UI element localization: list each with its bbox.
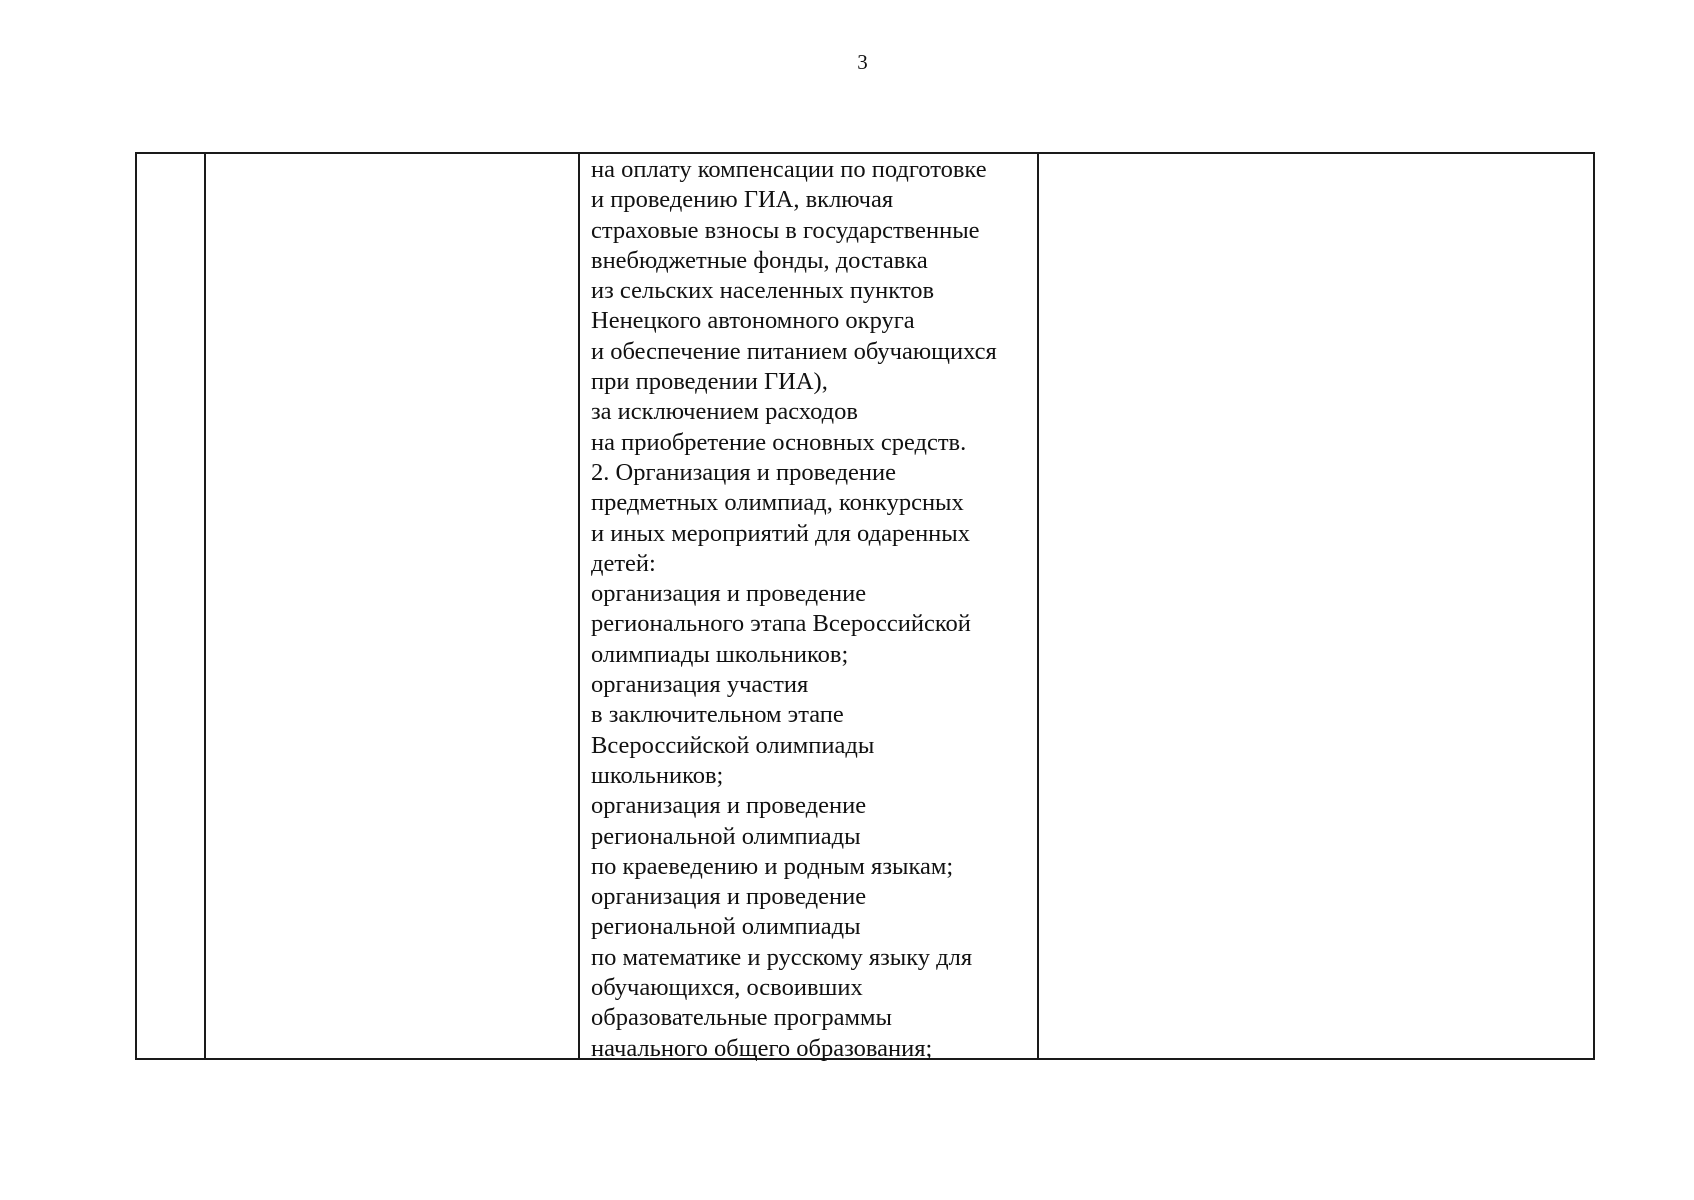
document-table	[135, 152, 1595, 1060]
table-cell-number	[137, 154, 206, 1058]
description-line: региональной олимпиады	[591, 913, 861, 941]
description-line: организация и проведение	[591, 883, 867, 911]
page-number: 3	[857, 50, 868, 74]
description-line: на приобретение основных средств.	[591, 428, 967, 456]
description-line: начального общего образования;	[591, 1034, 933, 1062]
table-cell-description	[580, 154, 1039, 1062]
description-line: предметных олимпиад, конкурсных	[591, 489, 964, 517]
description-line: за исключением расходов	[591, 398, 858, 426]
description-line: организация и проведение	[591, 580, 867, 608]
description-line: страховые взносы в государственные	[591, 216, 980, 244]
description-line: школьников;	[591, 761, 724, 789]
description-line: обучающихся, освоивших	[591, 974, 863, 1002]
table-cell-notes	[1039, 154, 1593, 1058]
description-line: олимпиады школьников;	[591, 640, 849, 668]
description-line: детей:	[591, 549, 656, 577]
description-line: и обеспечение питанием обучающихся	[591, 337, 997, 365]
description-line: и иных мероприятий для одаренных	[591, 519, 970, 547]
description-line: Ненецкого автономного округа	[591, 307, 915, 335]
description-line: образовательные программы	[591, 1004, 892, 1032]
description-line: 2. Организация и проведение	[591, 458, 897, 486]
description-line: при проведении ГИА),	[591, 368, 828, 396]
description-line: из сельских населенных пунктов	[591, 277, 935, 305]
description-line: Всероссийской олимпиады	[591, 731, 875, 759]
description-line: внебюджетные фонды, доставка	[591, 246, 928, 274]
description-line: в заключительном этапе	[591, 701, 844, 729]
description-line: на оплату компенсации по подготовке	[591, 156, 987, 183]
description-text	[591, 155, 1037, 1064]
description-line: региональной олимпиады	[591, 822, 861, 850]
description-line: организация и проведение	[591, 792, 867, 820]
description-line: и проведению ГИА, включая	[591, 186, 894, 214]
description-line: по математике и русскому языку для	[591, 943, 973, 971]
description-line: по краеведению и родным языкам;	[591, 852, 954, 880]
description-line: регионального этапа Всероссийской	[591, 610, 971, 638]
description-line: организация участия	[591, 671, 809, 699]
table-cell-name	[206, 154, 580, 1058]
